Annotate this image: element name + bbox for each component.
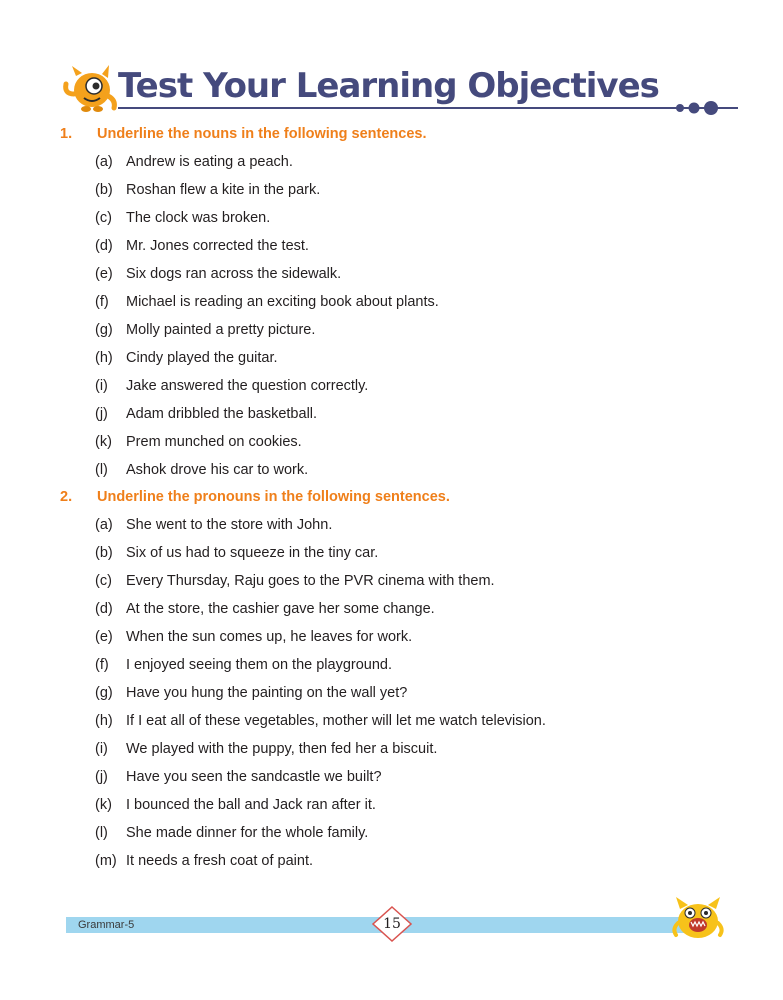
item-label: (l): [95, 462, 108, 478]
item-sentence: When the sun comes up, he leaves for work.: [126, 629, 413, 645]
item-label: (a): [95, 154, 113, 170]
question-prompt: Underline the pronouns in the following sentences.: [97, 489, 450, 505]
item-label: (j): [95, 769, 108, 785]
item-label: (f): [95, 294, 109, 310]
title-underline: [118, 107, 738, 109]
item-sentence: We played with the puppy, then fed her a biscuit.: [126, 741, 438, 757]
question-prompt: Underline the nouns in the following sentences.: [97, 126, 427, 142]
item-label: (l): [95, 825, 108, 841]
item-label: (a): [95, 517, 113, 533]
item-label: (f): [95, 657, 109, 673]
item-sentence: Jake answered the question correctly.: [126, 378, 369, 394]
item-sentence: Michael is reading an exciting book about plants.: [126, 294, 439, 310]
item-sentence: I enjoyed seeing them on the playground.: [126, 657, 393, 673]
item-label: (m): [95, 853, 117, 869]
item-label: (i): [95, 741, 108, 757]
item-sentence: Ashok drove his car to work.: [126, 462, 309, 478]
item-label: (h): [95, 350, 113, 366]
item-label: (g): [95, 322, 113, 338]
page-number: 15: [383, 916, 401, 932]
orange-monster-icon: [62, 64, 118, 114]
item-label: (j): [95, 406, 108, 422]
item-label: (k): [95, 434, 112, 450]
item-sentence: Andrew is eating a peach.: [126, 154, 293, 170]
item-label: (c): [95, 210, 112, 226]
item-label: (d): [95, 238, 113, 254]
item-sentence: Six dogs ran across the sidewalk.: [126, 266, 342, 282]
item-label: (e): [95, 629, 113, 645]
item-sentence: Every Thursday, Raju goes to the PVR cinema with them.: [126, 573, 495, 589]
section-header: [62, 62, 722, 122]
page-title: Test Your Learning Objectives: [118, 66, 659, 106]
item-sentence: Six of us had to squeeze in the tiny car.: [126, 545, 379, 561]
item-sentence: If I eat all of these vegetables, mother will let me watch television.: [126, 713, 546, 729]
question-number: 2.: [60, 489, 73, 505]
item-sentence: Cindy played the guitar.: [126, 350, 278, 366]
item-sentence: Molly painted a pretty picture.: [126, 322, 316, 338]
book-title: Grammar-5: [78, 919, 135, 931]
item-sentence: Adam dribbled the basketball.: [126, 406, 318, 422]
item-label: (b): [95, 182, 113, 198]
item-sentence: The clock was broken.: [126, 210, 271, 226]
item-sentence: Have you hung the painting on the wall yet?: [126, 685, 408, 701]
decorative-dots-icon: [674, 100, 724, 116]
item-label: (d): [95, 601, 113, 617]
item-label: (b): [95, 545, 113, 561]
item-label: (e): [95, 266, 113, 282]
item-sentence: Have you seen the sandcastle we built?: [126, 769, 382, 785]
item-label: (g): [95, 685, 113, 701]
item-label: (i): [95, 378, 108, 394]
item-sentence: I bounced the ball and Jack ran after it.: [126, 797, 376, 813]
item-sentence: At the store, the cashier gave her some change.: [126, 601, 435, 617]
yellow-monster-icon: [672, 895, 724, 941]
question-number: 1.: [60, 126, 73, 142]
item-label: (h): [95, 713, 113, 729]
item-label: (k): [95, 797, 112, 813]
item-sentence: She went to the store with John.: [126, 517, 333, 533]
item-sentence: It needs a fresh coat of paint.: [126, 853, 314, 869]
item-sentence: Roshan flew a kite in the park.: [126, 182, 321, 198]
item-sentence: Mr. Jones corrected the test.: [126, 238, 309, 254]
item-label: (c): [95, 573, 112, 589]
item-sentence: Prem munched on cookies.: [126, 434, 302, 450]
item-sentence: She made dinner for the whole family.: [126, 825, 369, 841]
